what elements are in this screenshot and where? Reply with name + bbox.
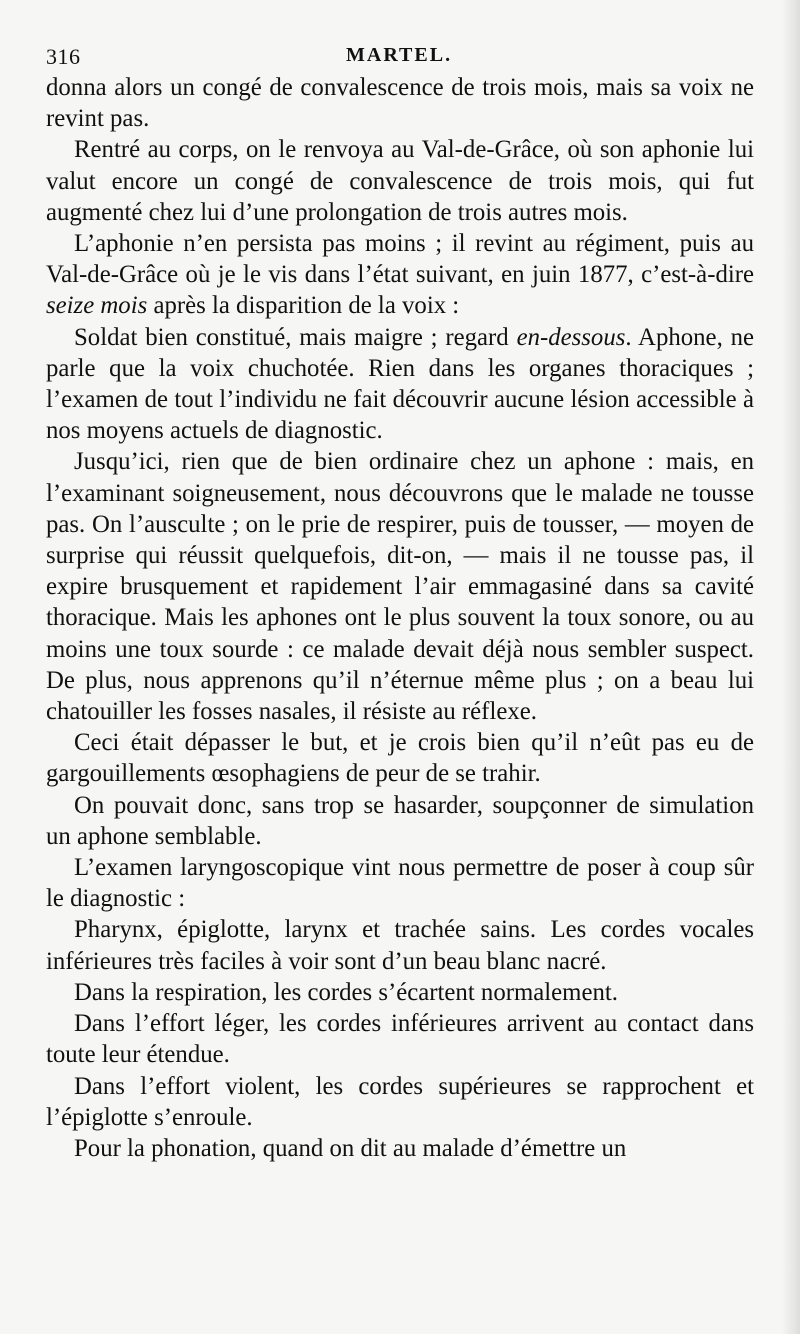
paragraph [46,852,754,914]
text-run: L’examen laryngoscopique vint nous permettre de poser à coup sûr le diagnostic : [46,854,754,913]
page-number: 316 [46,44,81,69]
paragraph [46,72,754,134]
text-run: donna alors un congé de convalescence de trois mois, mais sa voix ne revint pas. [46,74,754,133]
paragraph [46,134,754,228]
running-title: MARTEL. [346,44,453,66]
paragraph [46,977,754,1008]
text-run: après la disparition de la voix : [147,292,460,320]
text-run: Dans l’effort violent, les cordes supérieures se rapprochent et l’épiglotte s’enroule. [46,1072,754,1131]
italic-text: en-dessous [516,323,626,351]
text-run: Jusqu’ici, rien que de bien ordinaire chez un aphone : mais, en l’examinant soigneusement, nous découvrons que le malade ne tousse pas. On l’ausculte ; on le prie de respirer, puis de tousser, — moyen de surprise qui réussit quelquefois, dit-on, — mais il ne tousse pas, il expire brusquement et rapidement l’air emmagasiné dans sa cavité thoracique. Mais les aphones ont le plus souvent la toux sonore, ou au moins une toux sourde : ce malade devait déjà nous sembler suspect. De plus, nous apprenons qu’il n’éternue même plus ; on a beau lui chatouiller les fosses nasales, il résiste au réflexe. [46,448,754,726]
text-run: Ceci était dépasser le but, et je crois bien qu’il n’eût pas eu de gargouillements œsophagiens de peur de se trahir. [46,729,754,788]
text-run: Pour la phonation, quand on dit au malade d’émettre un [74,1134,627,1162]
text-run: Soldat bien constitué, mais maigre ; regard [74,323,517,351]
text-run: Rentré au corps, on le renvoya au Val-de-Grâce, où son aphonie lui valut encore un congé de convalescence de trois mois, qui fut augmenté chez lui d’une prolongation de trois autres mois. [46,136,754,226]
text-run: On pouvait donc, sans trop se hasarder, soupçonner de simulation un aphone semblable. [46,791,754,850]
text-run: . Aphone, ne parle que la voix chuchotée. Rien dans les organes thoraciques ; l’examen de tout l’individu ne fait découvrir aucune lésion accessible à nos moyens actuels de diagnostic. [46,323,755,445]
paragraph [46,322,754,447]
paragraph [46,790,754,852]
page-header [46,40,746,76]
paragraph [46,727,754,789]
paragraph [46,1071,754,1133]
text-run: Pharynx, épiglotte, larynx et trachée sains. Les cordes vocales inférieures très faciles à voir sont d’un beau blanc nacré. [46,916,754,975]
text-run: Dans la respiration, les cordes s’écartent normalement. [74,978,618,1006]
italic-text: seize mois [46,292,148,320]
paragraph [46,1008,754,1070]
body-text [46,72,754,1164]
paragraph [46,228,754,322]
text-run: L’aphonie n’en persista pas moins ; il revint au régiment, puis au Val-de-Grâce où je le vis dans l’état suivant, en juin 1877, c’est-à-dire [46,230,754,289]
paragraph [46,446,754,727]
paragraph [46,1133,754,1164]
text-run: Dans l’effort léger, les cordes inférieures arrivent au contact dans toute leur étendue. [46,1010,754,1069]
paragraph [46,914,754,976]
